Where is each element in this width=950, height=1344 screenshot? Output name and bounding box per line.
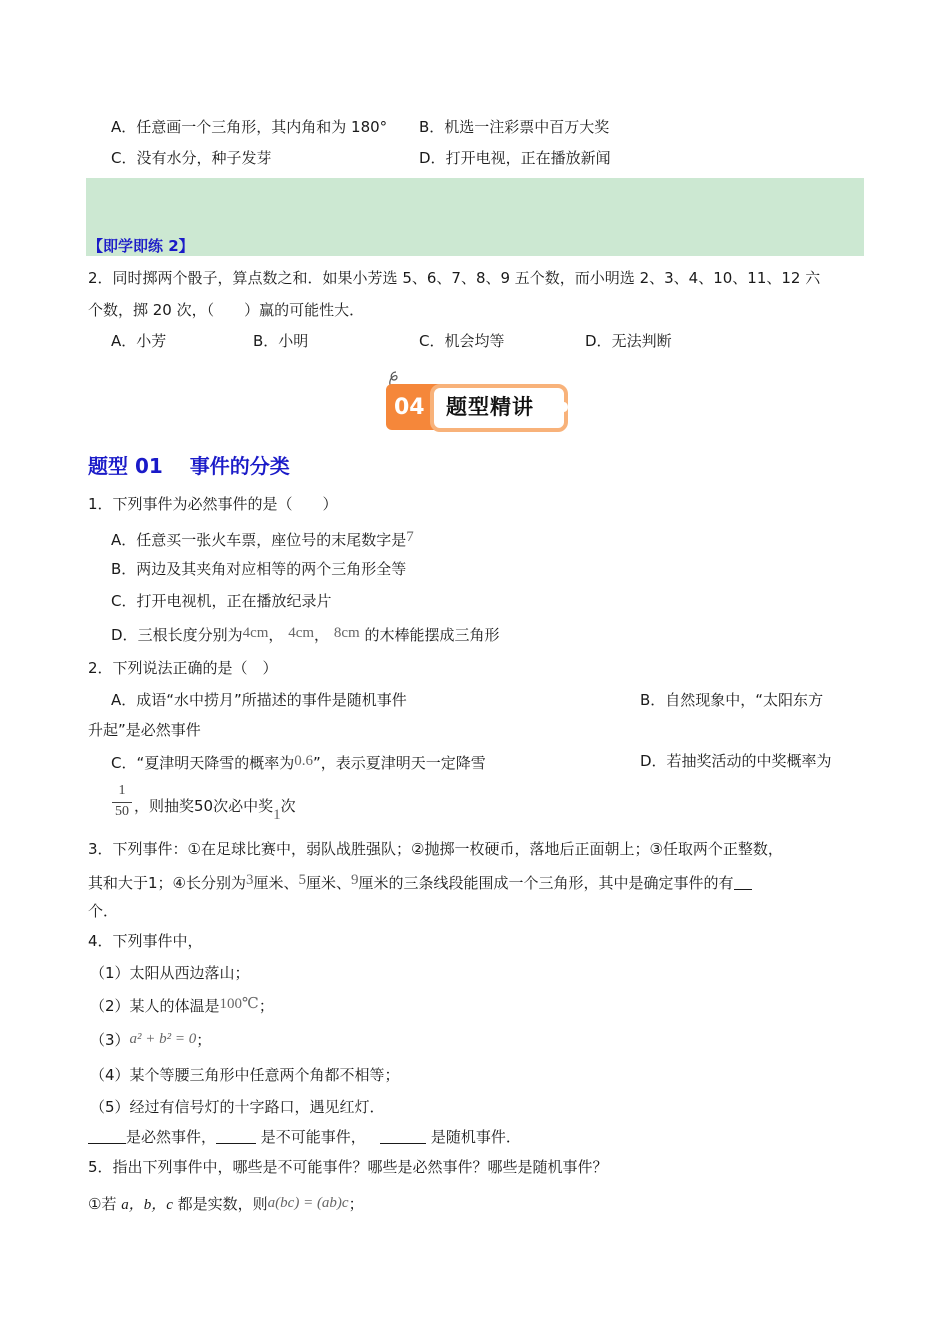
option-text: 两边及其夹角对应相等的两个三角形全等 bbox=[136, 560, 407, 578]
item-text: （2）某人的体温是 bbox=[90, 997, 220, 1015]
fraction-denominator: 50 bbox=[115, 804, 129, 819]
option-text: 次 bbox=[280, 797, 296, 815]
option-letter: C． bbox=[111, 149, 137, 167]
q4-item-3 bbox=[90, 1029, 211, 1050]
q2-option-c bbox=[111, 751, 486, 773]
practice-q2-option-a bbox=[111, 331, 166, 351]
option-letter: D． bbox=[111, 626, 138, 644]
q3-text: 厘米的三条线段能围成一个三角形，其中是确定事件的有 bbox=[358, 874, 734, 892]
math-value: 5 bbox=[298, 872, 307, 888]
q2-option-a: A．成语“水中捞月”所描述的事件是随机事件 bbox=[111, 691, 407, 709]
q3-text: 厘米、 bbox=[306, 874, 352, 892]
practice-q2-line2: 个数，掷 20 次，（ ）赢的可能性大． bbox=[88, 301, 365, 319]
section-title: 题型 01 事件的分类 bbox=[88, 454, 290, 478]
practice-q2-option-d bbox=[585, 331, 672, 351]
item-text: 都是实数，则 bbox=[172, 1195, 268, 1213]
option-text: 打开电视，正在播放新闻 bbox=[445, 149, 611, 167]
math-value: 3 bbox=[246, 872, 254, 888]
option-text: 任意画一个三角形，其内角和为 180° bbox=[136, 118, 388, 136]
math-vars: a，b，c bbox=[121, 1197, 173, 1213]
prev-option-a bbox=[111, 117, 387, 137]
math-value: 8cm bbox=[333, 625, 360, 641]
separator: ， bbox=[314, 626, 330, 644]
answer-text: 是随机事件． bbox=[426, 1128, 521, 1146]
math-value: 9 bbox=[351, 872, 359, 888]
math-value: 4cm bbox=[288, 625, 315, 641]
practice-highlight-box bbox=[86, 178, 864, 256]
option-letter: B． bbox=[253, 332, 279, 350]
prev-option-c bbox=[111, 148, 272, 168]
option-letter: A． bbox=[111, 332, 137, 350]
prev-option-d bbox=[419, 148, 611, 168]
separator: ， bbox=[268, 626, 284, 644]
option-text: 小芳 bbox=[136, 332, 167, 350]
option-text: C．“夏津明天降雪的概率为 bbox=[111, 754, 295, 772]
q2-stem: 2．下列说法正确的是（ ） bbox=[88, 659, 278, 677]
math-value: 7 bbox=[406, 529, 414, 545]
punctuation: ； bbox=[348, 1195, 364, 1213]
option-letter: B． bbox=[419, 118, 445, 136]
q2-option-b-cont: 升起”是必然事件 bbox=[88, 721, 201, 739]
q2-option-d: D．若抽奖活动的中奖概率为 bbox=[640, 752, 832, 770]
q5-stem: 5．指出下列事件中，哪些是不可能事件？哪些是必然事件？哪些是随机事件？ bbox=[88, 1158, 608, 1176]
punctuation: ； bbox=[258, 997, 274, 1015]
section-banner bbox=[386, 370, 570, 432]
math-value: 100℃ bbox=[219, 996, 259, 1012]
q4-item-5: （5）经过有信号灯的十字路口，遇见红灯． bbox=[90, 1098, 385, 1116]
q1-option-a bbox=[111, 527, 414, 550]
banner-number: 04 bbox=[394, 395, 425, 420]
option-text: 的木棒能摆成三角形 bbox=[364, 626, 500, 644]
option-letter: D． bbox=[419, 149, 446, 167]
math-value: 1 bbox=[273, 807, 281, 823]
q3-text: 其和大于1；④长分别为 bbox=[88, 874, 246, 892]
answer-text: 是不可能事件， bbox=[256, 1128, 366, 1146]
practice-q2-option-b bbox=[253, 331, 308, 351]
q4-answers bbox=[88, 1127, 521, 1147]
prev-option-b bbox=[419, 117, 609, 137]
option-letter: C． bbox=[111, 592, 137, 610]
answer-blank-certain[interactable] bbox=[88, 1129, 126, 1144]
practice-q2-option-c bbox=[419, 331, 505, 351]
q4-item-2 bbox=[90, 994, 274, 1016]
q5-item-1 bbox=[88, 1193, 364, 1215]
answer-blank-random[interactable] bbox=[380, 1129, 426, 1144]
option-letter: B． bbox=[111, 560, 137, 578]
option-text: 小明 bbox=[278, 332, 309, 350]
q2-option-b: B．自然现象中，“太阳东方 bbox=[640, 691, 824, 709]
option-text: 三根长度分别为 bbox=[137, 626, 243, 644]
practice-q2-line1: 2．同时掷两个骰子，算点数之和．如果小芳选 5、6、7、8、9 五个数，而小明选 2、3、4、10、11、12 六 bbox=[88, 269, 821, 287]
answer-text: 是必然事件， bbox=[126, 1128, 217, 1146]
q3-text: 厘米、 bbox=[253, 874, 299, 892]
option-text: 机选一注彩票中百万大奖 bbox=[444, 118, 610, 136]
option-letter: D． bbox=[585, 332, 612, 350]
q3-line1: 3．下列事件：①在足球比赛中，弱队战胜强队；②抛掷一枚硬币，落地后正面朝上；③任取两个正整数， bbox=[88, 840, 783, 858]
q4-item-4: （4）某个等腰三角形中任意两个角都不相等； bbox=[90, 1066, 400, 1084]
option-text: 没有水分，种子发芽 bbox=[136, 149, 272, 167]
option-letter: A． bbox=[111, 118, 137, 136]
fraction-bar bbox=[112, 802, 132, 803]
math-value: 4cm bbox=[242, 625, 269, 641]
banner-notch bbox=[560, 402, 568, 412]
q1-option-b bbox=[111, 559, 406, 579]
practice-label: 【即学即练 2】 bbox=[88, 237, 194, 255]
option-text: 机会均等 bbox=[444, 332, 505, 350]
option-letter: C． bbox=[419, 332, 445, 350]
option-text: 无法判断 bbox=[611, 332, 672, 350]
q1-option-d bbox=[111, 623, 499, 645]
math-equation: a(bc) = (ab)c bbox=[267, 1195, 349, 1211]
answer-blank-impossible[interactable] bbox=[216, 1129, 256, 1144]
q1-stem: 1．下列事件为必然事件的是（ ） bbox=[88, 495, 338, 513]
math-equation: a² + b² = 0 bbox=[129, 1031, 197, 1047]
item-text: （3） bbox=[90, 1031, 130, 1049]
punctuation: ； bbox=[196, 1031, 212, 1049]
option-text: 任意买一张火车票，座位号的末尾数字是 bbox=[136, 531, 407, 549]
q1-option-c bbox=[111, 591, 332, 611]
q3-line2 bbox=[88, 870, 752, 893]
q2-option-d-cont bbox=[134, 796, 296, 825]
q3-line3: 个． bbox=[88, 902, 119, 920]
option-text: 打开电视机，正在播放纪录片 bbox=[136, 592, 332, 610]
fraction-numerator: 1 bbox=[118, 783, 126, 798]
option-text: ，则抽奖50次必中奖 bbox=[134, 797, 274, 815]
banner-title: 题型精讲 bbox=[446, 395, 534, 419]
item-text: ①若 bbox=[88, 1195, 122, 1213]
option-text: ”，表示夏津明天一定降雪 bbox=[313, 754, 486, 772]
math-value: 0.6 bbox=[294, 753, 313, 769]
q4-stem: 4．下列事件中， bbox=[88, 932, 203, 950]
option-letter: A． bbox=[111, 531, 137, 549]
answer-blank[interactable] bbox=[734, 875, 752, 890]
q4-item-1: （1）太阳从西边落山； bbox=[90, 964, 250, 982]
